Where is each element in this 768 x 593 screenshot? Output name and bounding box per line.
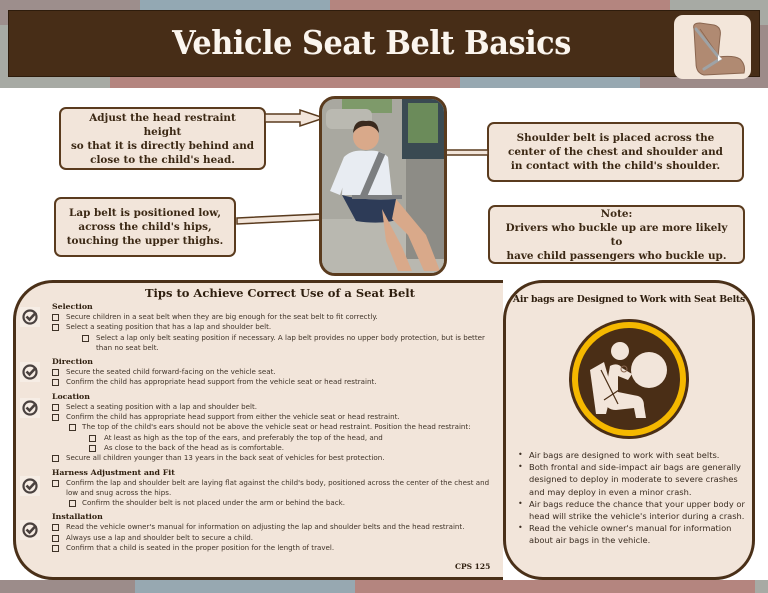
check-circle-icon [20, 307, 40, 327]
checklist-item[interactable]: Confirm the lap and shoulder belt are laying flat against the child's body, positioned across the center of the chest and low and snug across the hips. [52, 478, 497, 499]
airbag-warning-icon [568, 318, 690, 440]
airbag-title: Air bags are Designed to Work with Seat Belts [512, 294, 746, 305]
list-item: • Air bags are designed to work with seat belts. [516, 449, 748, 461]
checklist-item[interactable]: Always use a lap and shoulder belt to secure a child. [52, 533, 497, 543]
checklist-item[interactable]: As close to the back of the head as is comfortable. [52, 443, 497, 453]
checklist-item[interactable]: Secure all children younger than 13 years in the back seat of vehicles for best protection. [52, 453, 497, 463]
checklist-item[interactable]: At least as high as the top of the ears, and preferably the top of the head, and [52, 433, 497, 443]
checklist-item[interactable]: Confirm the child has appropriate head support from either the vehicle seat or head restraint. [52, 412, 497, 422]
checklist-item[interactable]: Confirm the child has appropriate head support from the vehicle seat or head restraint. [52, 377, 497, 387]
checkbox[interactable] [89, 445, 96, 452]
document-code: CPS 125 [455, 562, 491, 571]
child-seatbelt-photo [319, 96, 447, 276]
check-circle-icon [20, 476, 40, 496]
checkbox[interactable] [69, 500, 76, 507]
checkbox[interactable] [89, 435, 96, 442]
callout-note: Note: Drivers who buckle up are more likely to have child passengers who buckle up. [488, 205, 745, 264]
checkbox[interactable] [52, 545, 59, 552]
checkbox[interactable] [69, 424, 76, 431]
checklist-item[interactable]: Confirm that a child is seated in the proper position for the length of travel. [52, 543, 497, 553]
list-item: • Air bags reduce the chance that your upper body or head will strike the vehicle's interior during a crash. [516, 498, 748, 522]
tips-title: Tips to Achieve Correct Use of a Seat Belt [145, 286, 415, 300]
section-heading-location: Location [52, 391, 90, 401]
tips-checklist [52, 302, 497, 553]
section-heading-direction: Direction [52, 357, 93, 367]
checklist-item[interactable]: Read the vehicle owner's manual for information on adjusting the lap and shoulder belts and the head restraint. [52, 522, 497, 532]
checkbox[interactable] [52, 455, 59, 462]
checkbox[interactable] [52, 379, 59, 386]
check-circle-icon [20, 398, 40, 418]
checkbox[interactable] [52, 535, 59, 542]
callout-lap-belt: Lap belt is positioned low, across the child's hips, touching the upper thighs. [54, 197, 236, 257]
checklist-item[interactable]: Select a lap only belt seating position if necessary. A lap belt provides no upper body protection, but is better than no seat belt. [52, 333, 497, 354]
checkbox[interactable] [52, 369, 59, 376]
section-heading-installation: Installation [52, 512, 103, 522]
callout-shoulder-belt: Shoulder belt is placed across the center of the chest and shoulder and in contact with the child's shoulder. [487, 122, 744, 182]
checklist-item[interactable]: The top of the child's ears should not be above the vehicle seat or head restraint. Position the head restraint: [52, 422, 497, 432]
checklist-item[interactable]: Secure children in a seat belt when they are big enough for the seat belt to fit correctly. [52, 312, 497, 322]
checklist-item[interactable]: Select a seating position with a lap and shoulder belt. [52, 402, 497, 412]
list-item: • Both frontal and side-impact air bags are generally designed to deploy in moderate to severe crashes and may deploy in even a minor crash. [516, 461, 748, 498]
checkbox[interactable] [52, 324, 59, 331]
page-title: Vehicle Seat Belt Basics [172, 23, 571, 62]
check-circle-icon [20, 362, 40, 382]
checklist-item[interactable]: Secure the seated child forward-facing on the vehicle seat. [52, 367, 497, 377]
checkbox[interactable] [52, 404, 59, 411]
section-heading-harness: Harness Adjustment and Fit [52, 467, 175, 477]
section-heading-selection: Selection [52, 302, 93, 311]
checkbox[interactable] [52, 414, 59, 421]
checkbox[interactable] [52, 314, 59, 321]
airbag-facts-list [516, 449, 748, 547]
checklist-item[interactable]: Select a seating position that has a lap and shoulder belt. [52, 322, 497, 332]
check-circle-icon [20, 520, 40, 540]
checkbox[interactable] [82, 335, 89, 342]
decorative-band-bottom [0, 580, 768, 593]
checklist-item[interactable]: Confirm the shoulder belt is not placed under the arm or behind the back. [52, 498, 497, 508]
checkbox[interactable] [52, 524, 59, 531]
callout-head-restraint: Adjust the head restraint height so that it is directly behind and close to the child's head. [59, 107, 266, 170]
checkbox[interactable] [52, 480, 59, 487]
list-item: • Read the vehicle owner's manual for information about air bags in the vehicle. [516, 522, 748, 546]
